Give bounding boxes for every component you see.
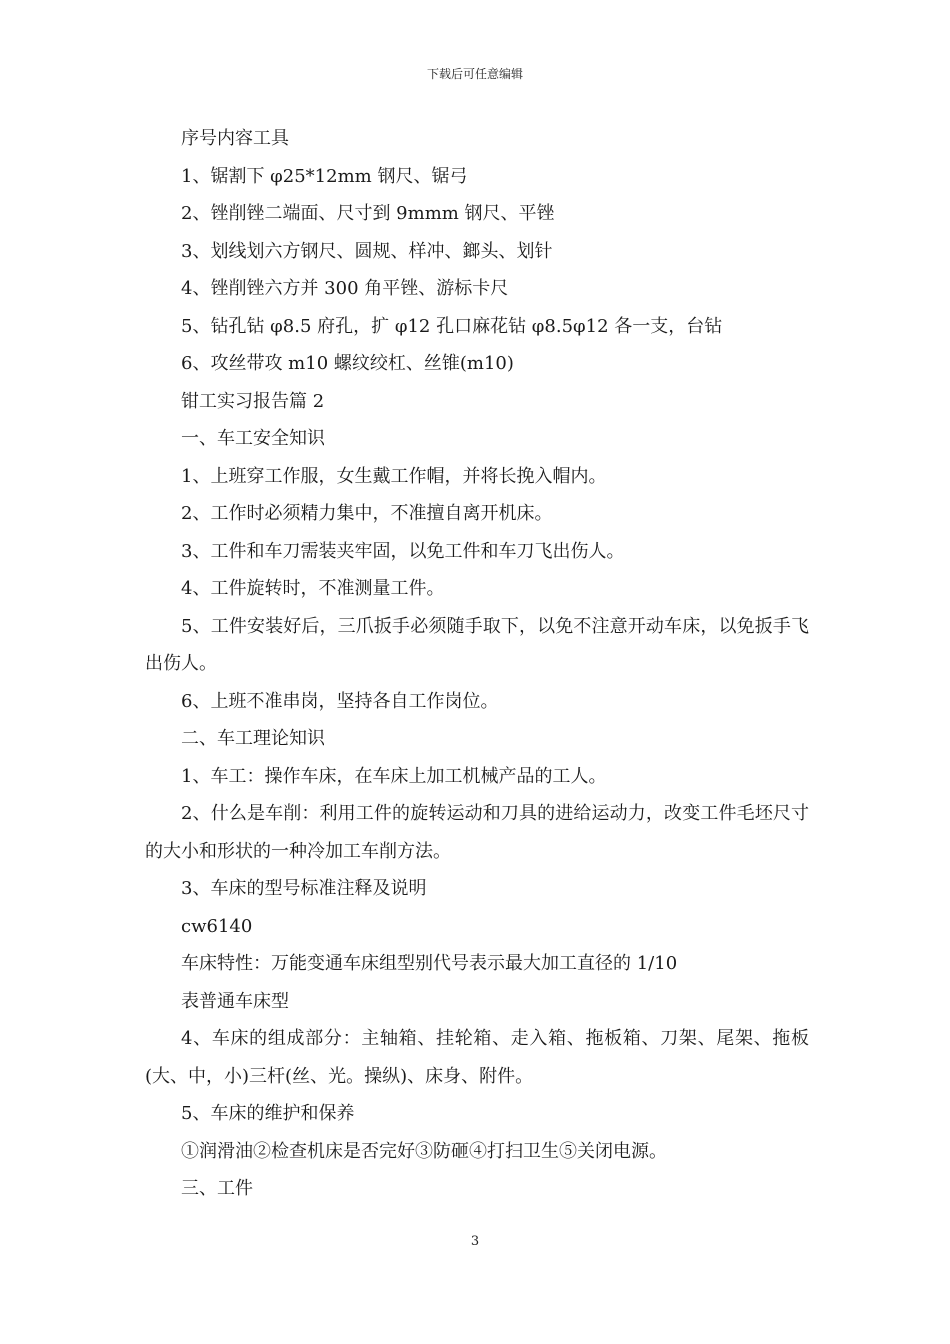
step-1-line: 1、锯割下 φ25*12mm 钢尺、锯弓: [181, 165, 468, 187]
maintenance-steps: ①润滑油②检查机床是否完好③防砸④打扫卫生⑤关闭电源。: [181, 1140, 667, 1162]
step-2-line: 2、锉削锉二端面、尺寸到 9mmm 钢尺、平锉: [181, 203, 555, 224]
theory-item-1: 1、车工：操作车床，在车床上加工机械产品的工人。: [181, 765, 607, 787]
theory-item-2: 2、什么是车削：利用工件的旋转运动和刀具的进给运动力，改变工件毛坯尺寸的大小和形状的一种冷加工车削方法。: [145, 803, 809, 862]
step-5-line: 5、钻孔钻 φ8.5 府孔，扩 φ12 孔口麻花钻 φ8.5φ12 各一支，台钻: [181, 315, 723, 337]
safety-item-1: 1、上班穿工作服，女生戴工作帽，并将长挽入帽内。: [181, 465, 607, 487]
lathe-model-explanation: 车床特性：万能变通车床组型别代号表示最大加工直径的 1/10: [181, 953, 678, 974]
page-number: 3: [470, 1234, 480, 1249]
safety-item-6: 6、上班不准串岗，坚持各自工作岗位。: [181, 690, 499, 712]
safety-item-3: 3、工件和车刀需装夹牢固，以免工件和车刀飞出伤人。: [181, 540, 625, 562]
step-3-line: 3、划线划六方钢尺、圆规、样冲、鎯头、划针: [181, 240, 553, 262]
section-heading-safety: 一、车工安全知识: [181, 428, 325, 449]
section-heading-theory: 二、车工理论知识: [181, 728, 325, 749]
safety-item-2: 2、工作时必须精力集中，不准擅自离开机床。: [181, 503, 553, 524]
table-header-line: 序号内容工具: [181, 128, 289, 149]
page-header: 下载后可任意编辑: [426, 67, 523, 81]
theory-item-5: 5、车床的维护和保养: [181, 1103, 355, 1124]
safety-item-5: 5、工件安装好后，三爪扳手必须随手取下，以免不注意开动车床，以免扳手飞出伤人。: [145, 615, 809, 674]
step-4-line: 4、锉削锉六方并 300 角平锉、游标卡尺: [181, 278, 509, 299]
article-title: 钳工实习报告篇 2: [181, 390, 325, 412]
section-heading-workpiece: 三、工件: [181, 1178, 253, 1199]
safety-item-4: 4、工件旋转时，不准测量工件。: [181, 578, 445, 599]
lathe-model-type: 表普通车床型: [181, 990, 289, 1012]
document-body: [145, 120, 809, 1208]
step-6-line: 6、攻丝带攻 m10 螺纹绞杠、丝锥(m10): [181, 353, 514, 374]
lathe-model-code: cw6140: [181, 915, 253, 937]
theory-item-4: 4、车床的组成部分：主轴箱、挂轮箱、走入箱、拖板箱、刀架、尾架、拖板(大、中，小)三杆(丝、光。操纵)、床身、附件。: [145, 1028, 809, 1087]
theory-item-3: 3、车床的型号标准注释及说明: [181, 878, 427, 899]
